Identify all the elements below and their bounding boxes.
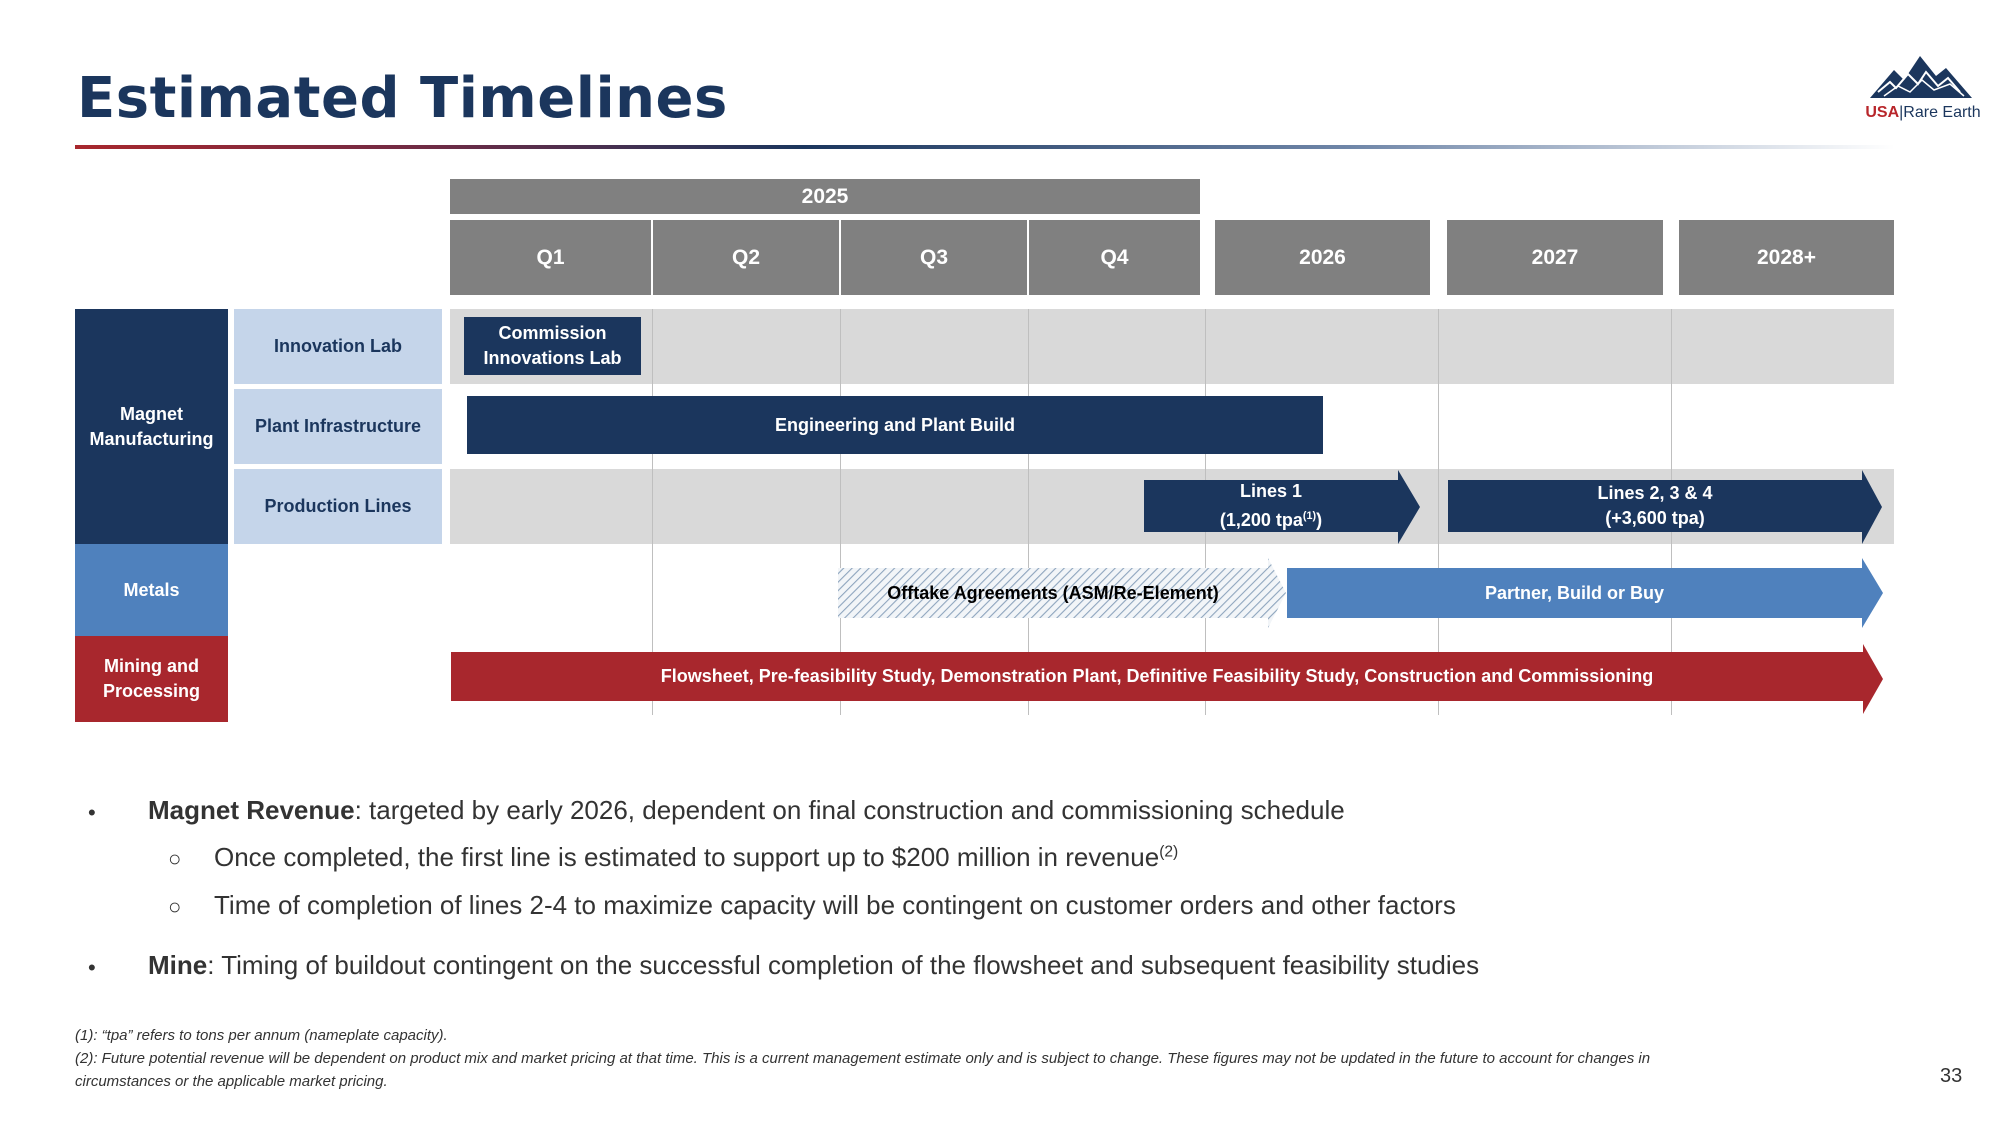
page-number: 33	[1940, 1065, 1963, 1087]
logo-rare-earth: Rare Earth	[1903, 104, 1981, 121]
bullet-dot: •	[88, 800, 96, 825]
footnotes	[75, 1024, 1675, 1093]
label-offtake-agreements: Offtake Agreements (ASM/Re-Element)	[887, 582, 1219, 603]
header-2028-plus: 2028+	[1679, 220, 1894, 295]
lines-2-3-4-detail: (+3,600 tpa)	[1605, 508, 1705, 528]
bullet-dot: •	[88, 955, 96, 980]
header-q2: Q2	[653, 220, 839, 295]
category-mining-processing: Mining and Processing	[75, 636, 228, 722]
page-title: Estimated Timelines	[77, 66, 728, 131]
sub-bullet-circle: ○	[168, 894, 182, 919]
logo-wordmark	[1860, 104, 1986, 122]
sub-bullet-lines-2-4: Time of completion of lines 2-4 to maximize capacity will be contingent on customer orders and other factors	[214, 890, 1456, 920]
subcategory-plant-infrastructure: Plant Infrastructure	[234, 389, 442, 464]
label-flowsheet-mining: Flowsheet, Pre-feasibility Study, Demonstration Plant, Definitive Feasibility Study, Construction and Commissioning	[660, 666, 1654, 686]
mountain-logo-icon	[1860, 52, 1986, 104]
header-q4: Q4	[1029, 220, 1200, 295]
footnote-1: (1): “tpa” refers to tons per annum (nameplate capacity).	[75, 1027, 448, 1044]
header-2026: 2026	[1215, 220, 1430, 295]
sub-bullet-circle: ○	[168, 846, 182, 871]
lines-1-detail: (1,200 tpa$^{(1)}$)	[1219, 510, 1323, 530]
bullet-magnet-revenue: Magnet Revenue: targeted by early 2026, dependent on final construction and commissioning schedule	[148, 795, 1345, 825]
label-partner-build-buy: Partner, Build or Buy	[1484, 582, 1665, 603]
footnote-2: (2): Future potential revenue will be dependent on product mix and market pricing at that time. This is a current management estimate only and is subject to change. These figures may not be updated in the future to account for changes in circumstances or the applicable market pricing.	[75, 1050, 1651, 1090]
bullet-mine: Mine: Timing of buildout contingent on the successful completion of the flowsheet and subsequent feasibility studies	[148, 950, 1480, 980]
header-q3: Q3	[841, 220, 1027, 295]
row-band-innovation-lab	[450, 309, 1894, 384]
header-year-2025: 2025	[450, 179, 1200, 214]
bar-engineering-plant-build: Engineering and Plant Build	[467, 396, 1323, 454]
category-metals: Metals	[75, 544, 228, 636]
header-2027: 2027	[1447, 220, 1663, 295]
logo-usa: USA	[1865, 104, 1900, 121]
logo-separator: |	[1899, 104, 1904, 121]
label-lines-2-3-4	[1448, 480, 1862, 532]
subcategory-innovation-lab: Innovation Lab	[234, 309, 442, 384]
lines-2-3-4-title: Lines 2, 3 & 4	[1597, 483, 1713, 503]
title-divider	[75, 145, 1895, 149]
bar-commission-innovations-lab: Commission Innovations Lab	[464, 317, 641, 375]
label-lines-1	[1144, 480, 1398, 532]
header-q1: Q1	[450, 220, 651, 295]
sub-bullet-first-line: Once completed, the first line is estimated to support up to $200 million in revenue$^{(2)}$	[214, 842, 1179, 872]
lines-1-title: Lines 1	[1239, 481, 1303, 501]
subcategory-production-lines: Production Lines	[234, 469, 442, 544]
company-logo	[1860, 52, 1986, 130]
category-magnet-manufacturing: Magnet Manufacturing	[75, 309, 228, 544]
